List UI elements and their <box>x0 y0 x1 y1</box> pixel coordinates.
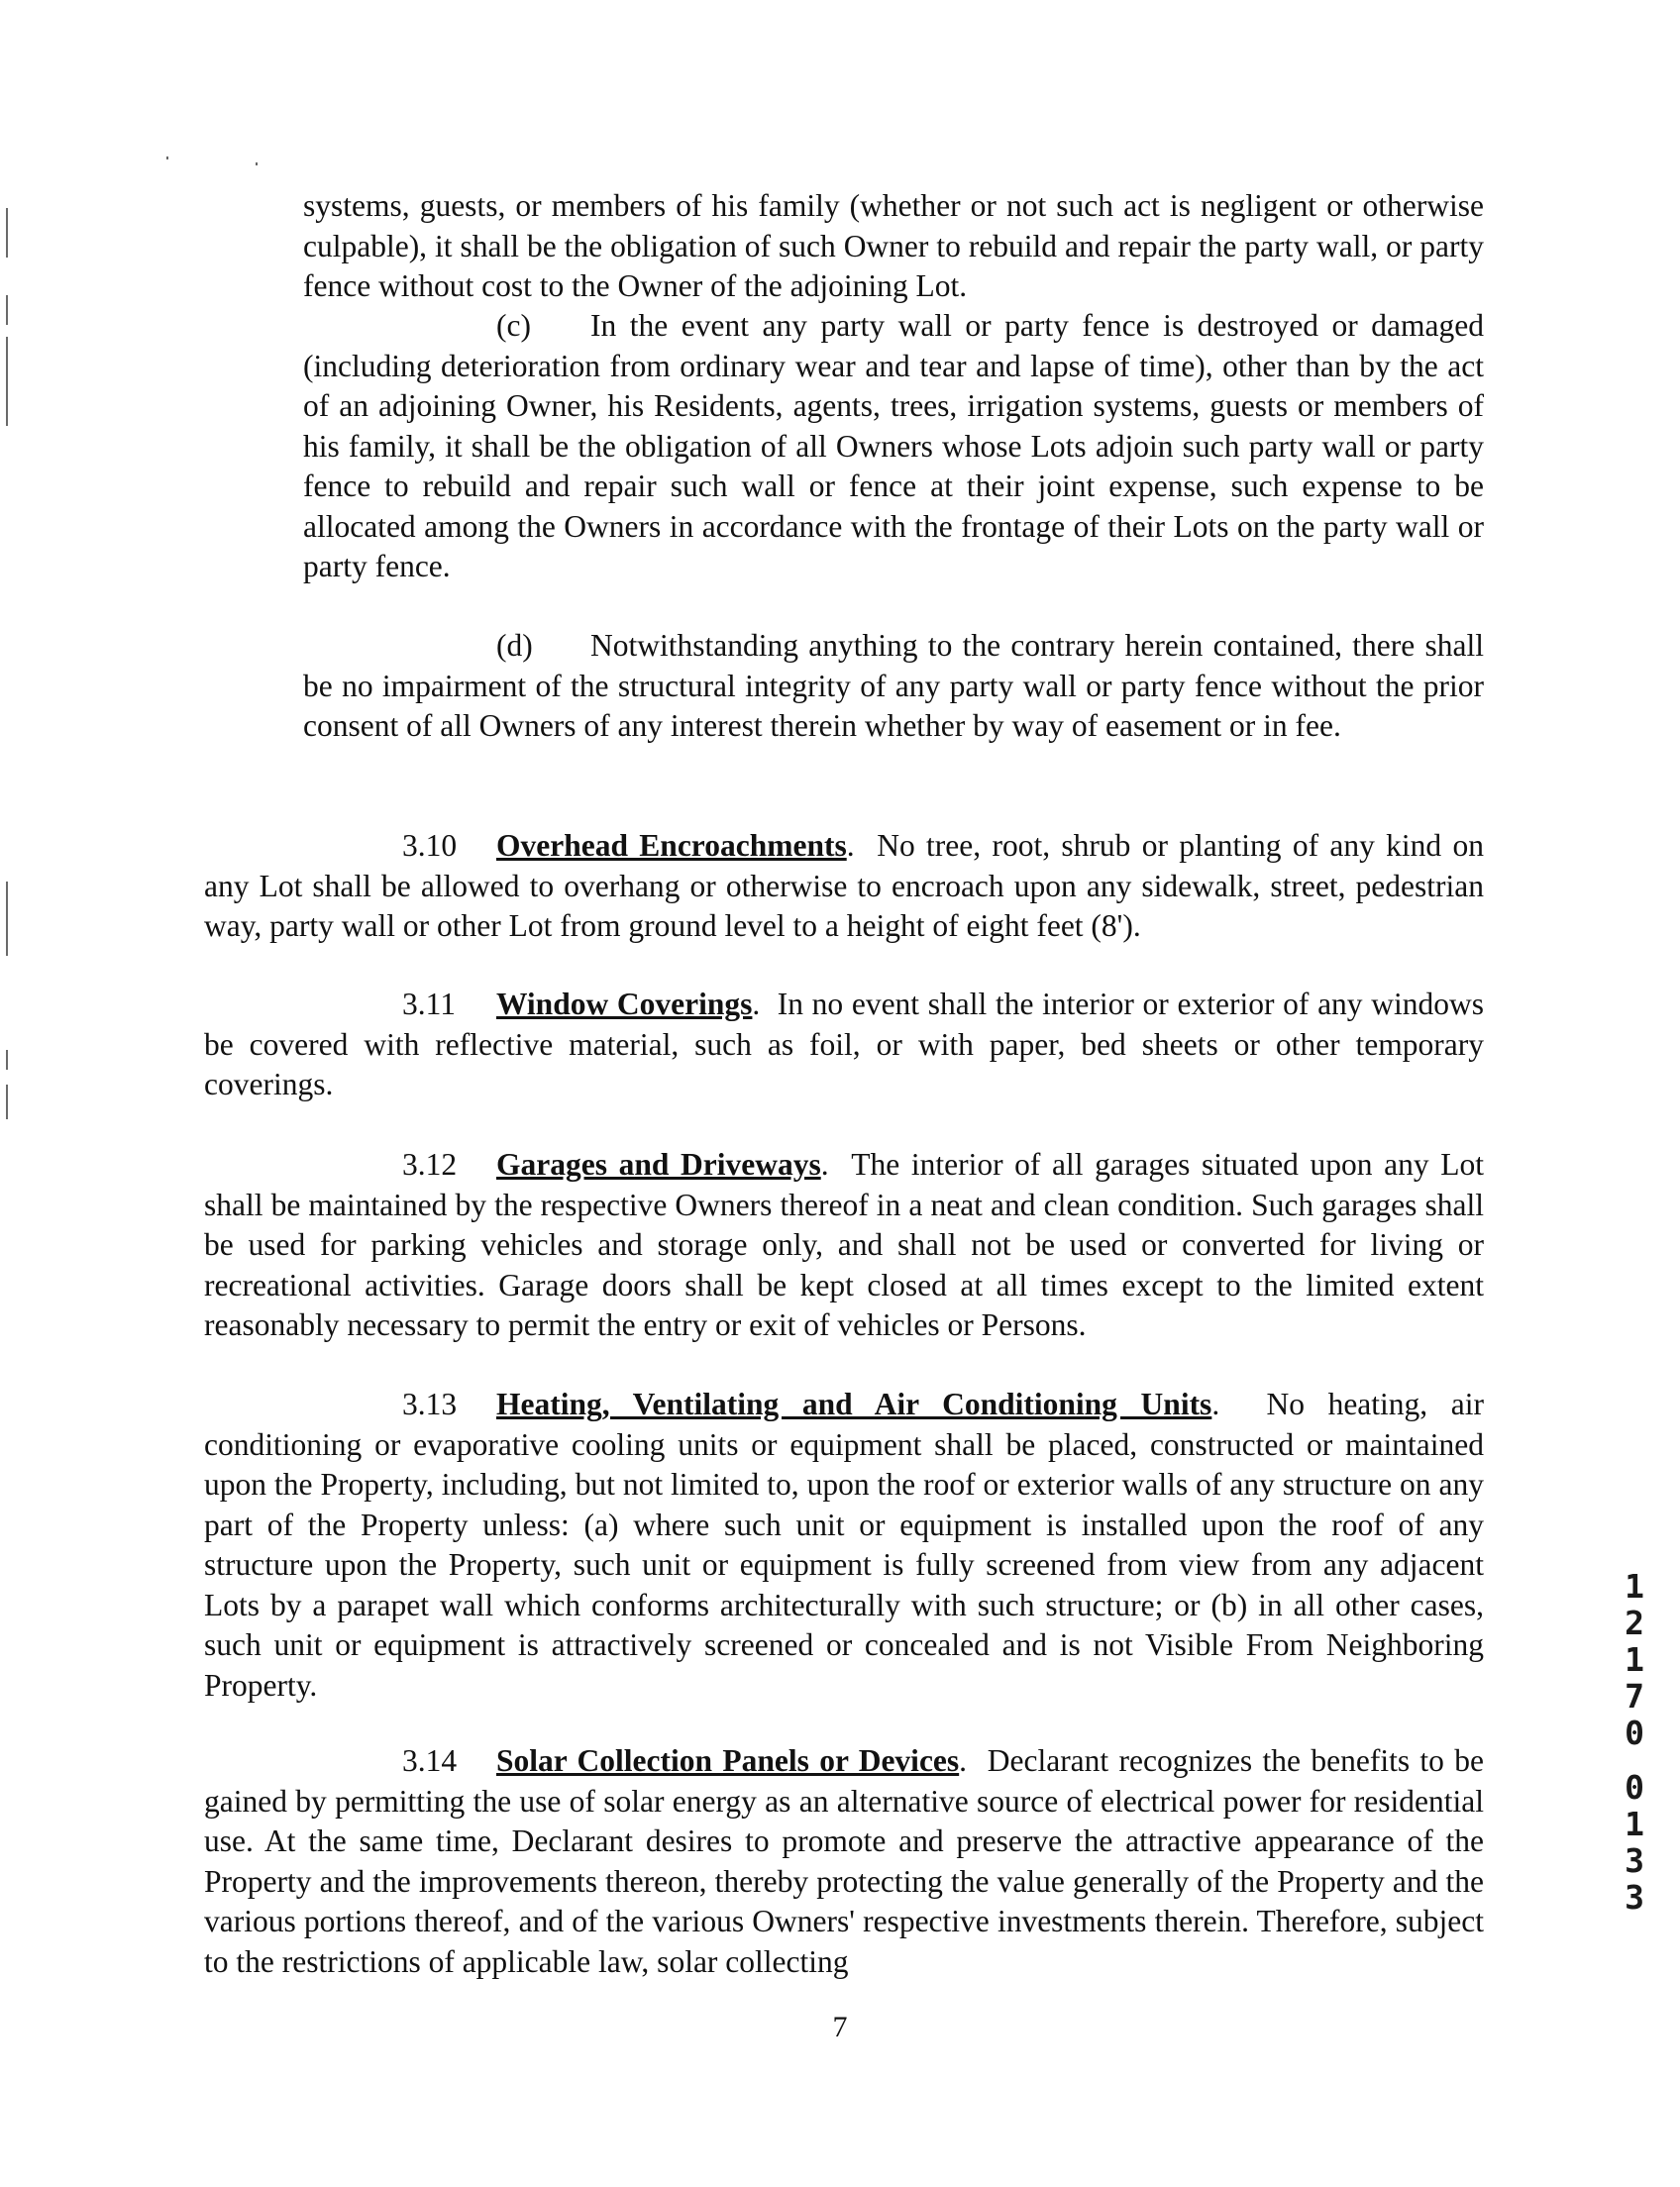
stamp-digit: 3 <box>1625 1841 1644 1880</box>
section-number: 3.14 <box>402 1743 458 1778</box>
page-number: 7 <box>832 2011 848 2043</box>
paragraph-d <box>303 626 1484 747</box>
paragraph-text: systems, guests, or members of his family (whether or not such act is negligent or otherwise culpable), it shall be the obligation of such Owner to rebuild and repair the party wall, or party fence without cost to the Owner of the adjoining Lot. <box>303 188 1484 303</box>
paragraph-text: In the event any party wall or party fence is destroyed or damaged (including deterioration from ordinary wear and tear and lapse of time), other than by the act of an adjoining Owner, his Residents, agents, trees, irrigation systems, guests or members of his family, it shall be the obligation of all Owners whose Lots adjoin such party wall or party fence to rebuild and repair such wall or fence at their joint expense, such expense to be allocated among the Owners in accordance with the frontage of their Lots on the party wall or party fence. <box>303 308 1484 583</box>
section-3-10 <box>204 826 1484 947</box>
section-title-punctuation: . <box>752 987 761 1021</box>
section-text: No tree, root, shrub or planting of any kind on any Lot shall be allowed to overhang or otherwise to encroach upon any sidewalk, street, pedestrian way, party wall or other Lot from ground level to a height of eight feet (8'). <box>204 828 1484 943</box>
stamp-digit: 1 <box>1625 1640 1644 1679</box>
stamp-digit: 2 <box>1625 1604 1644 1642</box>
section-3-11 <box>204 985 1484 1105</box>
paragraph-c <box>303 306 1484 587</box>
scan-margin-mark <box>6 1050 8 1070</box>
paragraph-b-continuation <box>303 186 1484 307</box>
section-3-13 <box>204 1385 1484 1706</box>
scan-margin-mark <box>6 882 8 956</box>
stamp-digit: 0 <box>1625 1714 1644 1752</box>
stamp-digit: 7 <box>1625 1677 1644 1716</box>
scan-margin-mark <box>6 1085 8 1119</box>
section-title-punctuation: . <box>1211 1387 1220 1421</box>
section-title-punctuation: . <box>820 1147 829 1182</box>
section-title: Heating, Ventilating and Air Conditioning Units <box>496 1387 1212 1421</box>
scan-margin-mark <box>6 295 8 325</box>
scan-margin-mark <box>6 337 8 426</box>
stamp-spacer <box>1618 1751 1651 1769</box>
section-number: 3.11 <box>402 987 456 1021</box>
section-3-12 <box>204 1145 1484 1346</box>
stamp-digit: 3 <box>1625 1878 1644 1917</box>
section-number: 3.10 <box>402 828 458 863</box>
section-number: 3.13 <box>402 1387 458 1421</box>
section-title-punctuation: . <box>846 828 855 863</box>
paragraph-number: (c) <box>496 308 531 343</box>
paragraph-text: Notwithstanding anything to the contrary herein contained, there shall be no impairment of the structural integrity of any party wall or party fence without the prior consent of all Owners of any interest therein whether by way of easement or in fee. <box>303 628 1484 743</box>
section-title: Garages and Driveways <box>496 1147 821 1182</box>
section-title: Window Coverings <box>496 987 753 1021</box>
section-title: Solar Collection Panels or Devices <box>496 1743 960 1778</box>
section-text: Declarant recognizes the benefits to be gained by permitting the use of solar energy as an alternative source of electrical power for residential use. At the same time, Declarant desires to promote and preserve the attractive appearance of the Property and the improvements thereon, thereby protecting the value generally of the Property and the various portions thereof, and of the various Owners' respective investments therein. Therefore, subject to the restrictions of applicable law, solar collecting <box>204 1743 1485 1979</box>
paragraph-number: (d) <box>496 628 533 663</box>
section-text: No heating, air conditioning or evaporative cooling units or equipment shall be placed, constructed or maintained upon the Property, including, but not limited to, upon the roof or exterior walls of any structure on any part of the Property unless: (a) where such unit or equipment is installed upon the roof of any structure upon the Property, such unit or equipment is fully screened from view from any adjacent Lots by a parapet wall which conforms architecturally with such structure; or (b) in all other cases, such unit or equipment is attractively screened or concealed and is not Visible From Neighboring Property. <box>204 1387 1485 1703</box>
section-title-punctuation: . <box>959 1743 968 1778</box>
scan-speck <box>256 162 258 165</box>
section-3-14 <box>204 1741 1484 1982</box>
scan-margin-mark <box>6 208 8 258</box>
stamp-digit: 1 <box>1625 1567 1644 1606</box>
scan-speck <box>166 156 168 159</box>
section-title: Overhead Encroachments <box>496 828 847 863</box>
section-text: In no event shall the interior or exterior of any windows be covered with reflective material, such as foil, or with paper, bed sheets or other temporary coverings. <box>204 987 1485 1101</box>
stamp-digit: 1 <box>1625 1805 1644 1843</box>
section-number: 3.12 <box>402 1147 458 1182</box>
recording-stamp <box>1618 1568 1651 1916</box>
stamp-digit: 0 <box>1625 1768 1644 1807</box>
section-text: The interior of all garages situated upon any Lot shall be maintained by the respective Owners thereof in a neat and clean condition. Such garages shall be used for parking vehicles and storage only, and shall not be used or converted for living or recreational activities. Garage doors shall be kept closed at all times except to the limited extent reasonably necessary to permit the entry or exit of vehicles or Persons. <box>204 1147 1484 1342</box>
